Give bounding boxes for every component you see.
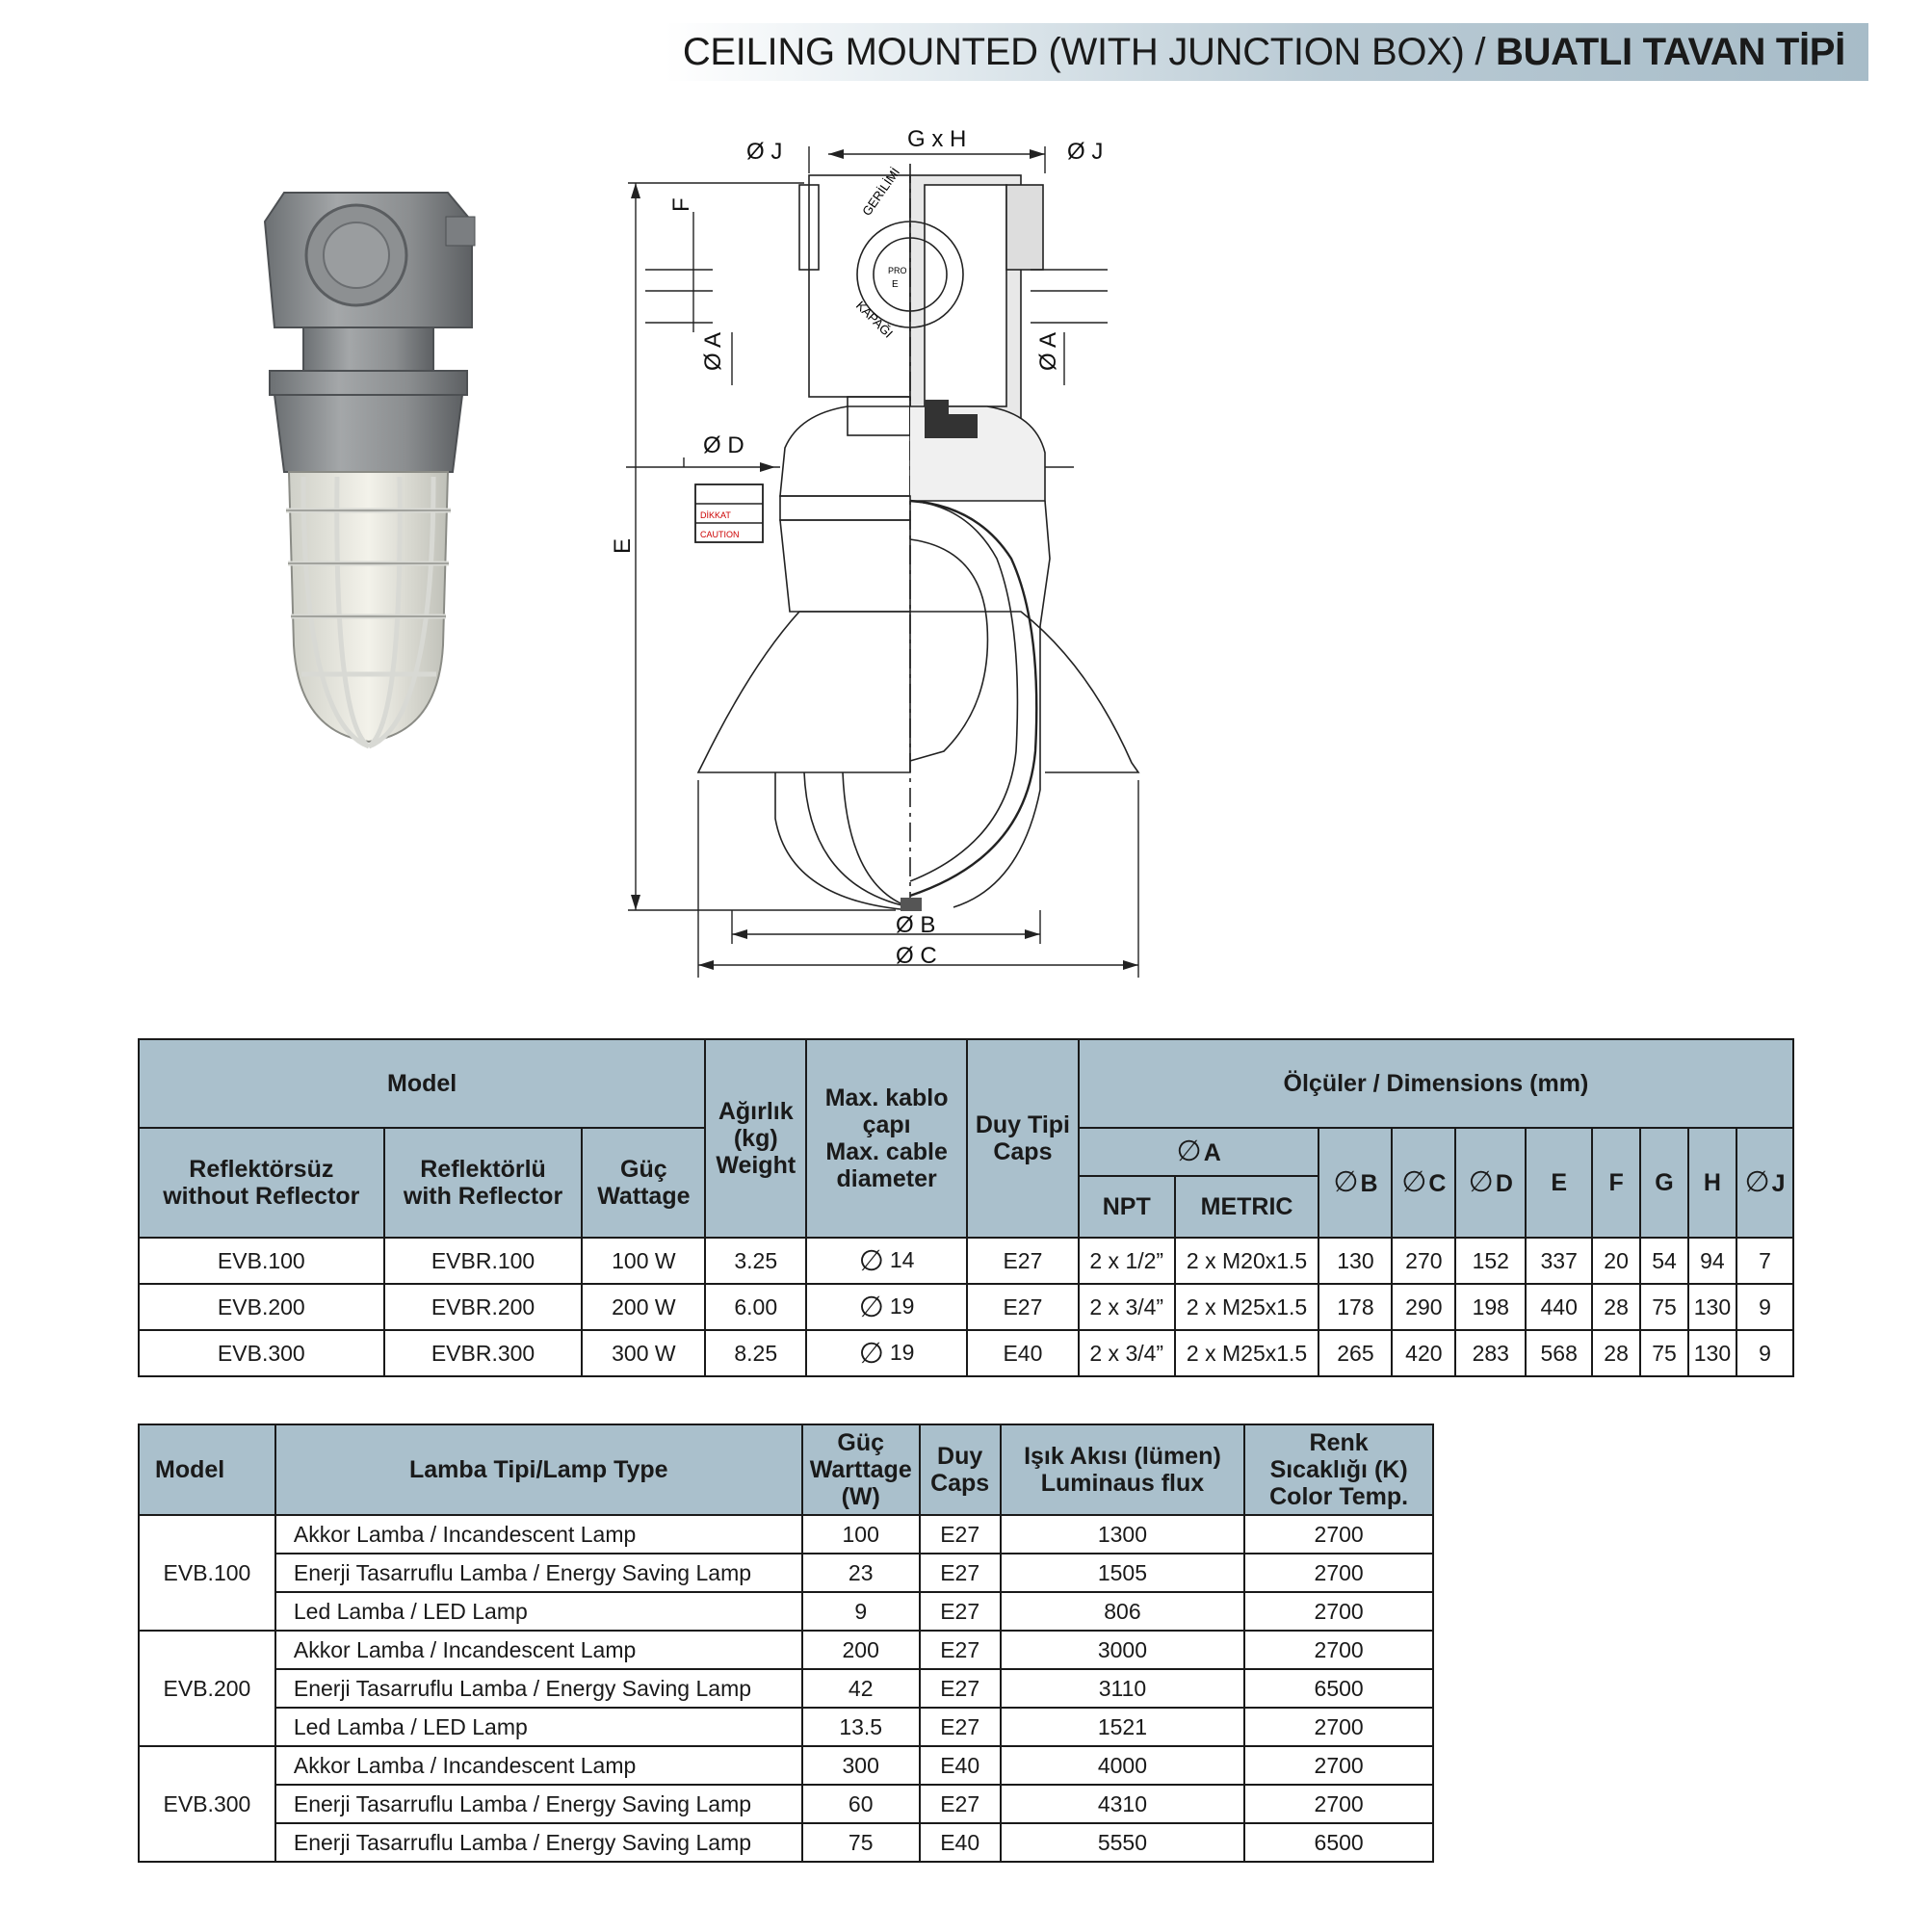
header-caps-en: Caps (993, 1138, 1053, 1165)
cell-weight: 8.25 (705, 1330, 806, 1376)
cell-lamp-type: Akkor Lamba / Incandescent Lamp (275, 1746, 802, 1785)
cell-g: 54 (1640, 1238, 1688, 1284)
table-row (139, 1708, 1433, 1746)
header-cable-tr1: Max. kablo (824, 1084, 949, 1111)
cell-lamp-type: Enerji Tasarruflu Lamba / Energy Saving Lamp (275, 1785, 802, 1823)
cell-g: 75 (1640, 1330, 1688, 1376)
header-weight-tr: Ağırlık (718, 1098, 794, 1125)
cell-power: 42 (802, 1669, 920, 1708)
dim-label-b: Ø B (896, 912, 936, 938)
cell-power: 60 (802, 1785, 920, 1823)
technical-drawing (607, 125, 1204, 992)
lamp-header-caps (920, 1424, 1001, 1515)
cell-caps: E40 (967, 1330, 1079, 1376)
cell-d: 283 (1455, 1330, 1526, 1376)
cell-wattage: 300 W (582, 1330, 705, 1376)
diameter-icon: ∅ (1401, 1165, 1427, 1198)
dim-label-c: Ø C (896, 943, 937, 969)
cell-weight: 3.25 (705, 1238, 806, 1284)
cell-temp: 2700 (1244, 1708, 1433, 1746)
header-dim-h: H (1688, 1128, 1736, 1238)
cell-power: 23 (802, 1554, 920, 1592)
cell-flux: 4000 (1001, 1746, 1245, 1785)
dim-label-gxh: G x H (907, 126, 967, 152)
cell-temp: 2700 (1244, 1554, 1433, 1592)
lamp-header-power (802, 1424, 920, 1515)
header-with-reflector-tr: Reflektörlü (420, 1156, 546, 1183)
cell-d: 198 (1455, 1284, 1526, 1330)
header-without-reflector (139, 1128, 384, 1238)
cell-temp: 2700 (1244, 1592, 1433, 1631)
cell-without: EVB.300 (139, 1330, 384, 1376)
cell-b: 130 (1318, 1238, 1392, 1284)
cell-caps: E27 (920, 1515, 1001, 1554)
cell-flux: 4310 (1001, 1785, 1245, 1823)
cell-e: 337 (1526, 1238, 1592, 1284)
table-row (139, 1669, 1433, 1708)
cell-power: 13.5 (802, 1708, 920, 1746)
dim-label-j-left: Ø J (746, 139, 783, 165)
cell-npt: 2 x 3/4” (1079, 1330, 1175, 1376)
lamp-header-model: Model (139, 1424, 275, 1515)
cell-cable (806, 1330, 967, 1376)
cell-lamp-type: Enerji Tasarruflu Lamba / Energy Saving Lamp (275, 1669, 802, 1708)
diameter-icon: ∅ (858, 1291, 884, 1323)
header-cable (806, 1039, 967, 1238)
label-dikkat: DİKKAT (700, 510, 731, 520)
lamp-header-power-2: Warttage (809, 1456, 912, 1483)
cell-temp: 6500 (1244, 1823, 1433, 1862)
header-metric: METRIC (1175, 1176, 1319, 1238)
cell-j: 7 (1736, 1238, 1793, 1284)
cell-b: 265 (1318, 1330, 1392, 1376)
cell-without: EVB.100 (139, 1238, 384, 1284)
lamp-types-table (138, 1424, 1434, 1863)
header-dim-c: ∅C (1392, 1128, 1455, 1238)
header-dim-a: ∅A (1079, 1128, 1319, 1176)
plate-text-pro: PRO (888, 266, 907, 275)
cell-caps: E27 (967, 1284, 1079, 1330)
diameter-icon: ∅ (858, 1337, 884, 1370)
lamp-header-flux-2: Luminaus flux (1040, 1470, 1205, 1497)
cell-flux: 1521 (1001, 1708, 1245, 1746)
cell-caps: E27 (920, 1669, 1001, 1708)
cell-h: 130 (1688, 1284, 1736, 1330)
product-photo (246, 183, 515, 761)
cell-f: 28 (1592, 1330, 1640, 1376)
cell-wattage: 100 W (582, 1238, 705, 1284)
cell-metric: 2 x M25x1.5 (1175, 1330, 1319, 1376)
cell-lamp-type: Led Lamba / LED Lamp (275, 1708, 802, 1746)
cell-c: 290 (1392, 1284, 1455, 1330)
lamp-header-power-1: Güç (837, 1429, 885, 1456)
header-dim-g: G (1640, 1128, 1688, 1238)
header-dim-f: F (1592, 1128, 1640, 1238)
lamp-header-type: Lamba Tipi/Lamp Type (275, 1424, 802, 1515)
cell-model: EVB.100 (139, 1515, 275, 1631)
cell-power: 300 (802, 1746, 920, 1785)
diameter-icon: ∅ (1333, 1165, 1359, 1198)
cell-caps: E27 (920, 1708, 1001, 1746)
cell-with: EVBR.100 (384, 1238, 583, 1284)
cell-e: 568 (1526, 1330, 1592, 1376)
header-caps (967, 1039, 1079, 1238)
header-model: Model (139, 1039, 705, 1128)
cell-caps: E40 (920, 1823, 1001, 1862)
cell-cable-value: 19 (889, 1339, 915, 1365)
dim-label-e: E (610, 537, 636, 554)
header-without-reflector-tr: Reflektörsüz (189, 1156, 334, 1183)
cell-cable-value: 14 (889, 1246, 915, 1272)
cell-flux: 806 (1001, 1592, 1245, 1631)
cell-power: 9 (802, 1592, 920, 1631)
diameter-icon: ∅ (1468, 1165, 1494, 1198)
cell-temp: 2700 (1244, 1631, 1433, 1669)
diameter-icon: ∅ (1176, 1135, 1202, 1167)
cell-temp: 6500 (1244, 1669, 1433, 1708)
lamp-header-flux-1: Işık Akısı (lümen) (1024, 1443, 1221, 1470)
header-dim-b: ∅B (1318, 1128, 1392, 1238)
header-dim-d: ∅D (1455, 1128, 1526, 1238)
cell-npt: 2 x 1/2” (1079, 1238, 1175, 1284)
cell-with: EVBR.200 (384, 1284, 583, 1330)
cell-wattage: 200 W (582, 1284, 705, 1330)
cell-temp: 2700 (1244, 1746, 1433, 1785)
cell-metric: 2 x M25x1.5 (1175, 1284, 1319, 1330)
dim-label-a-left: Ø A (700, 331, 726, 371)
plate-text-top: GERİLİMİ (859, 165, 903, 219)
header-wattage-en: Wattage (597, 1183, 691, 1210)
cell-lamp-type: Akkor Lamba / Incandescent Lamp (275, 1631, 802, 1669)
cell-caps: E27 (920, 1631, 1001, 1669)
header-cable-en2: diameter (836, 1165, 937, 1192)
header-dim-e: E (1526, 1128, 1592, 1238)
cell-npt: 2 x 3/4” (1079, 1284, 1175, 1330)
table-row (139, 1823, 1433, 1862)
cell-c: 420 (1392, 1330, 1455, 1376)
cell-g: 75 (1640, 1284, 1688, 1330)
header-cable-tr2: çapı (862, 1111, 911, 1138)
cell-cable-value: 19 (889, 1293, 915, 1319)
cell-flux: 5550 (1001, 1823, 1245, 1862)
header-npt: NPT (1079, 1176, 1175, 1238)
lamp-header-caps-2: Caps (930, 1470, 990, 1497)
table-row (139, 1330, 1793, 1376)
cell-cable (806, 1238, 967, 1284)
cell-caps: E27 (920, 1785, 1001, 1823)
dimensions-table (138, 1038, 1794, 1377)
cell-f: 20 (1592, 1238, 1640, 1284)
plate-text-e: E (892, 279, 899, 290)
cell-model: EVB.200 (139, 1631, 275, 1746)
header-dimensions: Ölçüler / Dimensions (mm) (1079, 1039, 1793, 1128)
cell-power: 75 (802, 1823, 920, 1862)
cell-caps: E27 (920, 1592, 1001, 1631)
cell-without: EVB.200 (139, 1284, 384, 1330)
label-caution: CAUTION (700, 530, 740, 539)
header-weight-unit: (kg) (733, 1125, 778, 1152)
dim-label-j-right: Ø J (1067, 139, 1104, 165)
dim-label-f: F (668, 197, 694, 212)
cell-f: 28 (1592, 1284, 1640, 1330)
plate-text-bottom: KAPAĞI (852, 298, 897, 341)
lamp-header-temp-3: Color Temp. (1269, 1483, 1409, 1510)
cell-metric: 2 x M20x1.5 (1175, 1238, 1319, 1284)
cell-flux: 3000 (1001, 1631, 1245, 1669)
cell-e: 440 (1526, 1284, 1592, 1330)
dim-label-a-right: Ø A (1035, 331, 1061, 371)
table-row (139, 1238, 1793, 1284)
cell-j: 9 (1736, 1284, 1793, 1330)
cell-caps: E40 (920, 1746, 1001, 1785)
lamp-header-caps-1: Duy (937, 1443, 983, 1470)
cell-model: EVB.300 (139, 1746, 275, 1862)
table-row (139, 1746, 1433, 1785)
header-wattage-tr: Güç (620, 1156, 667, 1183)
header-with-reflector-en: with Reflector (403, 1183, 563, 1210)
cell-lamp-type: Akkor Lamba / Incandescent Lamp (275, 1515, 802, 1554)
cell-power: 100 (802, 1515, 920, 1554)
cell-flux: 3110 (1001, 1669, 1245, 1708)
diameter-icon: ∅ (858, 1244, 884, 1277)
header-wattage (582, 1128, 705, 1238)
table-row (139, 1284, 1793, 1330)
cell-caps: E27 (967, 1238, 1079, 1284)
cell-temp: 2700 (1244, 1515, 1433, 1554)
cell-caps: E27 (920, 1554, 1001, 1592)
header-without-reflector-en: without Reflector (163, 1183, 360, 1210)
header-dim-j: ∅J (1736, 1128, 1793, 1238)
table-row (139, 1592, 1433, 1631)
cell-lamp-type: Enerji Tasarruflu Lamba / Energy Saving Lamp (275, 1823, 802, 1862)
cell-c: 270 (1392, 1238, 1455, 1284)
header-weight (705, 1039, 806, 1238)
cell-power: 200 (802, 1631, 920, 1669)
cell-temp: 2700 (1244, 1785, 1433, 1823)
lamp-header-temp (1244, 1424, 1433, 1515)
lamp-header-power-3: (W) (841, 1483, 880, 1510)
cell-cable (806, 1284, 967, 1330)
header-with-reflector (384, 1128, 583, 1238)
lamp-header-temp-2: Sıcaklığı (K) (1269, 1456, 1408, 1483)
cell-h: 130 (1688, 1330, 1736, 1376)
diameter-icon: ∅ (1744, 1165, 1770, 1198)
cell-h: 94 (1688, 1238, 1736, 1284)
cell-lamp-type: Enerji Tasarruflu Lamba / Energy Saving Lamp (275, 1554, 802, 1592)
cell-j: 9 (1736, 1330, 1793, 1376)
table-row (139, 1554, 1433, 1592)
page-title: CEILING MOUNTED (WITH JUNCTION BOX) / BUATLI TAVAN TİPİ (682, 31, 1845, 73)
table-row (139, 1515, 1433, 1554)
table-row (139, 1631, 1433, 1669)
cell-b: 178 (1318, 1284, 1392, 1330)
cell-d: 152 (1455, 1238, 1526, 1284)
header-caps-tr: Duy Tipi (975, 1111, 1070, 1138)
header-cable-en1: Max. cable (825, 1138, 948, 1165)
header-weight-en: Weight (716, 1152, 796, 1179)
cell-flux: 1300 (1001, 1515, 1245, 1554)
table-row (139, 1785, 1433, 1823)
cell-with: EVBR.300 (384, 1330, 583, 1376)
lamp-header-temp-1: Renk (1309, 1429, 1369, 1456)
cell-flux: 1505 (1001, 1554, 1245, 1592)
cell-weight: 6.00 (705, 1284, 806, 1330)
cell-lamp-type: Led Lamba / LED Lamp (275, 1592, 802, 1631)
lamp-header-flux (1001, 1424, 1245, 1515)
dim-label-d: Ø D (703, 432, 744, 458)
